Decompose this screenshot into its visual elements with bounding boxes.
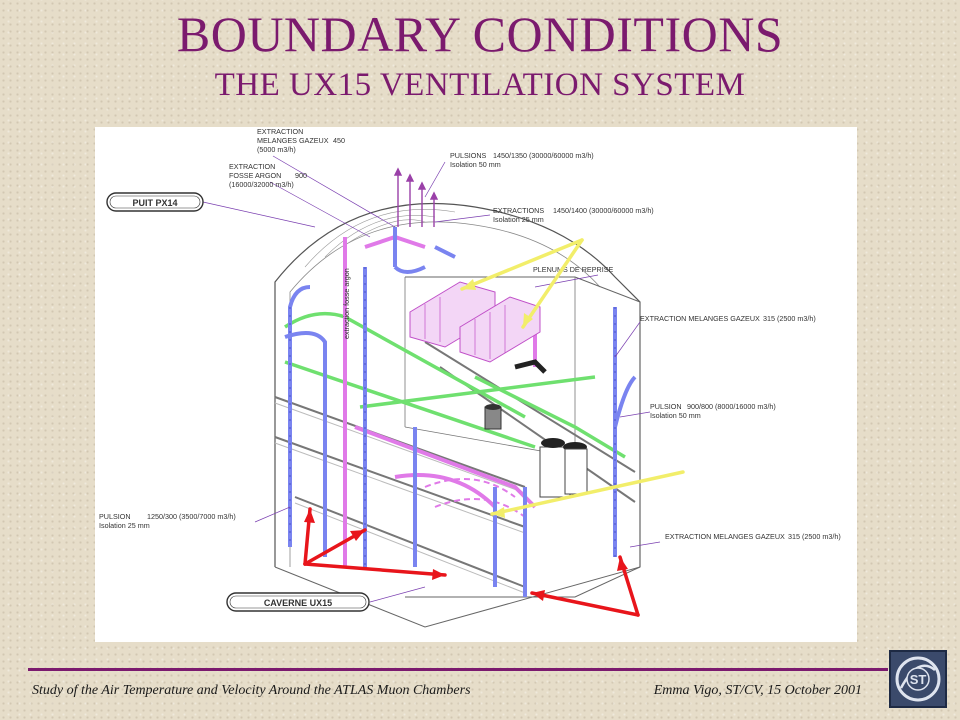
label-extractions-top-flow: 1450/1400 (30000/60000 m3/h) — [553, 206, 654, 215]
footer-divider — [28, 668, 888, 671]
label-extraction-fosse-vertical: extraction fosse argon — [342, 268, 351, 339]
label-extraction-fosse: EXTRACTION — [229, 162, 276, 171]
st-logo-graphic — [889, 650, 947, 708]
exhaust-arrows — [395, 169, 437, 227]
label-plenums: PLENUMS DE REPRISE — [533, 265, 614, 274]
label-pulsions-top-insulation: Isolation 50 mm — [450, 160, 501, 169]
logo-text: ST — [909, 672, 927, 687]
label-pulsion-left-insulation: Isolation 25 mm — [99, 521, 150, 530]
caverne-ux15-tag — [227, 593, 369, 611]
ventilation-drawing — [95, 127, 857, 642]
puit-px14-tag — [107, 193, 203, 211]
label-pulsions-top-flow: 1450/1350 (30000/60000 m3/h) — [493, 151, 594, 160]
label-extractions-top: EXTRACTIONS — [493, 206, 545, 215]
label-pulsion-left-flow: 1250/300 (3500/7000 m3/h) — [147, 512, 236, 521]
label-extraction-fosse-flow: (16000/32000 m3/h) — [229, 180, 294, 189]
cavern-vault-outline — [275, 204, 640, 567]
label-extraction-melanges: EXTRACTION — [257, 127, 304, 136]
label-extraction-fosse-line2: FOSSE ARGON — [229, 171, 282, 180]
label-extraction-fosse-diam: 900 — [295, 171, 307, 180]
red-arrowheads — [304, 509, 628, 601]
machinery — [485, 362, 587, 497]
label-extraction-315-b-flow: 315 (2500 m3/h) — [788, 532, 841, 541]
label-pulsion-right-flow: 900/800 (8000/16000 m3/h) — [687, 402, 776, 411]
label-pulsion-right: PULSION — [650, 402, 682, 411]
label-extraction-melanges-line2: MELANGES GAZEUX — [257, 136, 329, 145]
ventilation-diagram — [95, 127, 857, 642]
slide-subtitle: THE UX15 VENTILATION SYSTEM — [214, 67, 746, 103]
caverne-ux15-label: CAVERNE UX15 — [263, 598, 333, 608]
label-extraction-melanges-diam: 450 — [333, 136, 345, 145]
label-extraction-315-a-flow: 315 (2500 m3/h) — [763, 314, 816, 323]
label-extraction-315-a: EXTRACTION MELANGES GAZEUX — [640, 314, 760, 323]
label-extraction-315-b: EXTRACTION MELANGES GAZEUX — [665, 532, 785, 541]
slide-title: BOUNDARY CONDITIONS — [176, 6, 784, 62]
magenta-ducts — [345, 237, 535, 567]
label-pulsions-top: PULSIONS — [450, 151, 487, 160]
label-pulsion-left: PULSION — [99, 512, 131, 521]
puit-px14-label: PUIT PX14 — [132, 198, 178, 208]
label-extractions-top-insulation: Isolation 25 mm — [493, 215, 544, 224]
label-pulsion-right-insulation: Isolation 50 mm — [650, 411, 701, 420]
label-extraction-melanges-flow: (5000 m3/h) — [257, 145, 296, 154]
st-cern-logo — [889, 650, 947, 708]
footer-study-title: Study of the Air Temperature and Velocity Around the ATLAS Muon Chambers — [32, 683, 471, 698]
footer-author-date: Emma Vigo, ST/CV, 15 October 2001 — [653, 683, 862, 698]
